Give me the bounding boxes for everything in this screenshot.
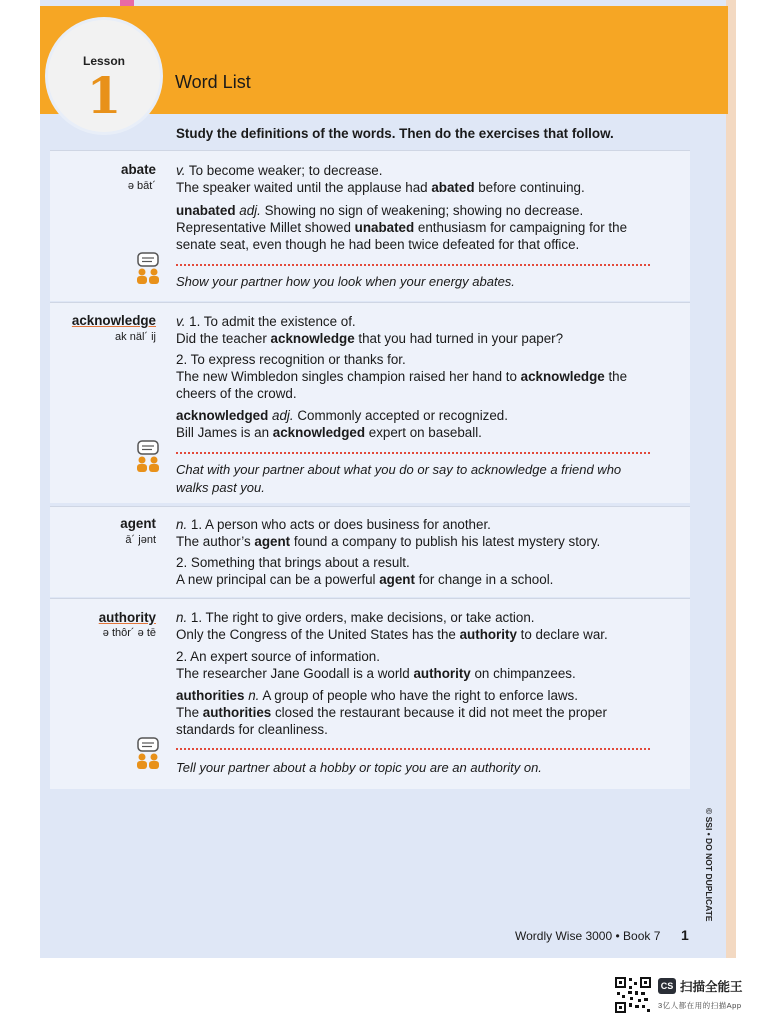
example-text: The xyxy=(176,705,203,720)
pronunciation-acknowledge: ak näl´ ij xyxy=(115,331,156,343)
lesson-badge xyxy=(48,20,160,132)
derived-word: acknowledged xyxy=(176,408,269,423)
partner-prompt: Chat with your partner about what you do or say to acknowledge a friend who xyxy=(176,462,622,477)
definition-line xyxy=(176,516,491,533)
part-of-speech: n. xyxy=(248,688,260,703)
example-text: to declare war. xyxy=(516,627,608,642)
example-text: Bill James is an xyxy=(176,425,273,440)
derived-word: authorities xyxy=(176,688,245,703)
example-text: Representative Millet showed xyxy=(176,220,355,235)
example-line xyxy=(176,626,608,643)
copyright-sidebar xyxy=(702,808,716,922)
camscanner-tagline: 3亿人都在用的扫描App xyxy=(658,1001,742,1010)
part-of-speech: n. xyxy=(176,517,188,532)
example-keyword: agent xyxy=(254,534,291,549)
part-of-speech: n. xyxy=(176,610,188,625)
pronunciation-agent: ā´ jənt xyxy=(125,534,156,546)
example-text: Only the Congress of the United States has the xyxy=(176,627,460,642)
example-line: senate seat, even though he had been twice defeated for that office. xyxy=(176,237,580,252)
two-people-speech-bubble-icon xyxy=(134,252,162,286)
page-edge xyxy=(726,0,736,958)
example-text: for change in a school. xyxy=(414,572,554,587)
example-keyword: acknowledge xyxy=(270,331,355,346)
part-of-speech: adj. xyxy=(272,408,294,423)
example-line xyxy=(176,533,600,550)
example-line xyxy=(176,368,627,385)
headword-agent: agent xyxy=(120,516,156,531)
definition-text: To become weaker; to decrease. xyxy=(188,163,383,178)
example-line xyxy=(176,704,607,721)
definition-line xyxy=(176,313,356,330)
dotted-divider xyxy=(176,748,650,750)
headword-acknowledge: acknowledge xyxy=(71,313,156,328)
example-keyword: authorities xyxy=(202,705,272,720)
definition-line xyxy=(176,609,535,626)
part-of-speech: v. xyxy=(176,314,186,329)
example-text: A new principal can be a powerful xyxy=(176,572,380,587)
lesson-label: Lesson xyxy=(82,54,125,68)
partner-prompt: Tell your partner about a hobby or topic you are an authority on. xyxy=(176,760,542,775)
pronunciation-abate: ə bāt´ xyxy=(127,180,156,192)
example-text: Did the teacher xyxy=(176,331,271,346)
example-line: cheers of the crowd. xyxy=(176,386,297,401)
example-keyword: unabated xyxy=(354,220,415,235)
camscanner-name: 扫描全能王 xyxy=(680,980,743,994)
definition-line: 2. An expert source of information. xyxy=(176,649,380,664)
dotted-divider xyxy=(176,264,650,266)
example-text: enthusiasm for campaigning for the xyxy=(414,220,628,235)
qr-code-icon xyxy=(614,976,652,1014)
derived-word-line xyxy=(176,687,578,704)
example-text: The author’s xyxy=(176,534,255,549)
page-title: Word List xyxy=(175,72,251,92)
example-text: before continuing. xyxy=(474,180,585,195)
headword-authority: authority xyxy=(98,610,156,625)
example-line xyxy=(176,179,585,196)
two-people-speech-bubble-icon xyxy=(134,737,162,771)
example-line xyxy=(176,571,553,588)
dotted-divider xyxy=(176,452,650,454)
example-text: expert on baseball. xyxy=(365,425,482,440)
copyright-text: © SSI • DO NOT DUPLICATE xyxy=(704,808,714,922)
definition-line: 2. Something that brings about a result. xyxy=(176,555,410,570)
camscanner-logo: CS xyxy=(658,978,676,994)
example-text: The new Wimbledon singles champion raised her hand to xyxy=(176,369,521,384)
example-text: The speaker waited until the applause had xyxy=(176,180,432,195)
definition-text: 1. The right to give orders, make decisions, or take action. xyxy=(190,610,535,625)
definition-text: Commonly accepted or recognized. xyxy=(297,408,508,423)
example-line xyxy=(176,219,627,236)
headword-abate: abate xyxy=(121,162,156,177)
example-line: standards for cleanliness. xyxy=(176,722,328,737)
definition-line xyxy=(176,162,382,179)
example-text: that you had turned in your paper? xyxy=(354,331,564,346)
definition-text: 1. A person who acts or does business for another. xyxy=(190,517,491,532)
lesson-number: 1 xyxy=(86,66,122,125)
intro-instructions: Study the definitions of the words. Then do the exercises that follow. xyxy=(176,126,614,141)
derived-word-line xyxy=(176,407,508,424)
example-line xyxy=(176,665,576,682)
partner-prompt: walks past you. xyxy=(176,480,265,495)
example-keyword: agent xyxy=(379,572,415,587)
definition-line: 2. To express recognition or thanks for. xyxy=(176,352,406,367)
part-of-speech: adj. xyxy=(239,203,261,218)
example-text: the xyxy=(604,369,628,384)
example-keyword: acknowledge xyxy=(520,369,605,384)
two-people-speech-bubble-icon xyxy=(134,440,162,474)
example-keyword: abated xyxy=(431,180,475,195)
example-line xyxy=(176,424,482,441)
example-text: closed the restaurant because it did not meet the proper xyxy=(271,705,607,720)
footer-book-title: Wordly Wise 3000 • Book 7 xyxy=(515,929,661,943)
part-of-speech: v. xyxy=(176,163,186,178)
pronunciation-authority: ə thôr´ ə tē xyxy=(102,627,156,639)
page-number: 1 xyxy=(681,927,689,943)
example-keyword: authority xyxy=(413,666,471,681)
definition-text: Showing no sign of weakening; showing no decrease. xyxy=(264,203,584,218)
example-text: on chimpanzees. xyxy=(470,666,576,681)
example-text: The researcher Jane Goodall is a world xyxy=(176,666,414,681)
partner-prompt: Show your partner how you look when your energy abates. xyxy=(176,274,515,289)
derived-word: unabated xyxy=(176,203,236,218)
example-line xyxy=(176,330,563,347)
example-text: found a company to publish his latest mystery story. xyxy=(290,534,601,549)
definition-text: 1. To admit the existence of. xyxy=(189,314,356,329)
example-keyword: acknowledged xyxy=(272,425,366,440)
definition-text: A group of people who have the right to enforce laws. xyxy=(262,688,578,703)
example-keyword: authority xyxy=(459,627,517,642)
derived-word-line xyxy=(176,202,583,219)
